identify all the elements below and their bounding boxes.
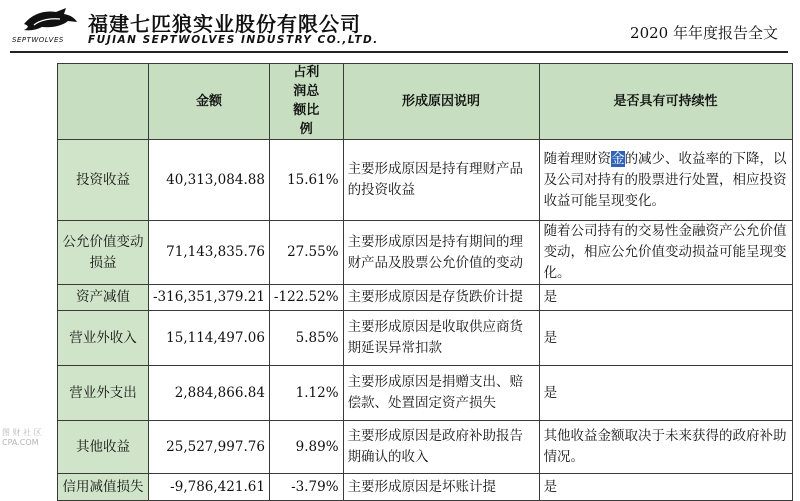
item-ratio: -3.79% <box>269 474 343 501</box>
watermark-line-1: 图 财 社 区 <box>2 428 42 437</box>
item-reason: 主要形成原因是收取供应商货期延误异常扣款 <box>343 311 539 366</box>
header-ratio-label: 占利润总额比例 <box>293 65 320 137</box>
wolf-logo-icon <box>22 6 78 34</box>
table-row <box>58 221 793 285</box>
item-ratio: 5.85% <box>269 311 343 366</box>
item-ratio: 9.89% <box>269 421 343 474</box>
item-ratio: 27.55% <box>269 221 343 285</box>
item-sustainable: 随着公司持有的交易性金融资产公允价值变动，相应公允价值变动损益可能呈现变化。 <box>539 221 792 285</box>
item-name: 其他收益 <box>58 421 149 474</box>
item-amount: 2,884,866.84 <box>149 366 270 421</box>
item-amount: 25,527,997.76 <box>149 421 270 474</box>
table-row <box>58 366 793 421</box>
item-name: 营业外支出 <box>58 366 149 421</box>
table-row <box>58 474 793 501</box>
header-reason: 形成原因说明 <box>343 64 539 140</box>
item-reason: 主要形成原因是政府补助报告期确认的收入 <box>343 421 539 474</box>
logo-tagline: SEPTWOLVES <box>12 36 64 44</box>
page-header <box>0 0 800 52</box>
sustainable-text-cont: 的减少、收益率的下降，以及公司对持有的股票进行处置，相应投资收益可能呈现变化。 <box>543 150 787 209</box>
company-name-cn: 福建七匹狼实业股份有限公司 <box>88 12 361 36</box>
item-reason: 主要形成原因是持有理财产品的投资收益 <box>343 140 539 221</box>
sustainable-text: 随着理财资 <box>543 150 612 167</box>
header-ratio <box>269 64 343 140</box>
header-amount: 金额 <box>149 64 270 140</box>
watermark-line-2: CPA.COM <box>2 437 39 447</box>
item-sustainable <box>539 140 792 221</box>
item-ratio: 1.12% <box>269 366 343 421</box>
item-reason: 主要形成原因是存货跌价计提 <box>343 285 539 311</box>
item-sustainable: 是 <box>539 311 792 366</box>
item-amount: 40,313,084.88 <box>149 140 270 221</box>
item-sustainable: 是 <box>539 366 792 421</box>
table-row <box>58 421 793 474</box>
item-name: 资产减值 <box>58 285 149 311</box>
income-items-table <box>57 63 793 501</box>
item-amount: 15,114,497.06 <box>149 311 270 366</box>
item-reason: 主要形成原因是捐赠支出、赔偿款、处置固定资产损失 <box>343 366 539 421</box>
item-name: 投资收益 <box>58 140 149 221</box>
table-header-row <box>58 64 793 140</box>
item-reason: 主要形成原因是持有期间的理财产品及股票公允价值的变动 <box>343 221 539 285</box>
table-row <box>58 285 793 311</box>
item-amount: -316,351,379.21 <box>149 285 270 311</box>
item-sustainable: 是 <box>539 285 792 311</box>
watermark <box>2 428 42 447</box>
report-title: 2020 年年度报告全文 <box>630 24 778 42</box>
table-row <box>58 140 793 221</box>
item-ratio: 15.61% <box>269 140 343 221</box>
item-sustainable: 是 <box>539 474 792 501</box>
text-cursor-highlight: 金 <box>611 150 625 167</box>
item-name: 信用减值损失 <box>58 474 149 501</box>
item-ratio: -122.52% <box>269 285 343 311</box>
item-name: 公允价值变动损益 <box>58 221 149 285</box>
item-name: 营业外收入 <box>58 311 149 366</box>
item-amount: -9,786,421.61 <box>149 474 270 501</box>
header-divider <box>10 51 788 53</box>
header-item <box>58 64 149 140</box>
item-reason: 主要形成原因是坏账计提 <box>343 474 539 501</box>
item-amount: 71,143,835.76 <box>149 221 270 285</box>
header-sustainable: 是否具有可持续性 <box>539 64 792 140</box>
item-sustainable: 其他收益金额取决于未来获得的政府补助情况。 <box>539 421 792 474</box>
company-name-en: FUJIAN SEPTWOLVES INDUSTRY CO.,LTD. <box>88 34 379 46</box>
table-row <box>58 311 793 366</box>
